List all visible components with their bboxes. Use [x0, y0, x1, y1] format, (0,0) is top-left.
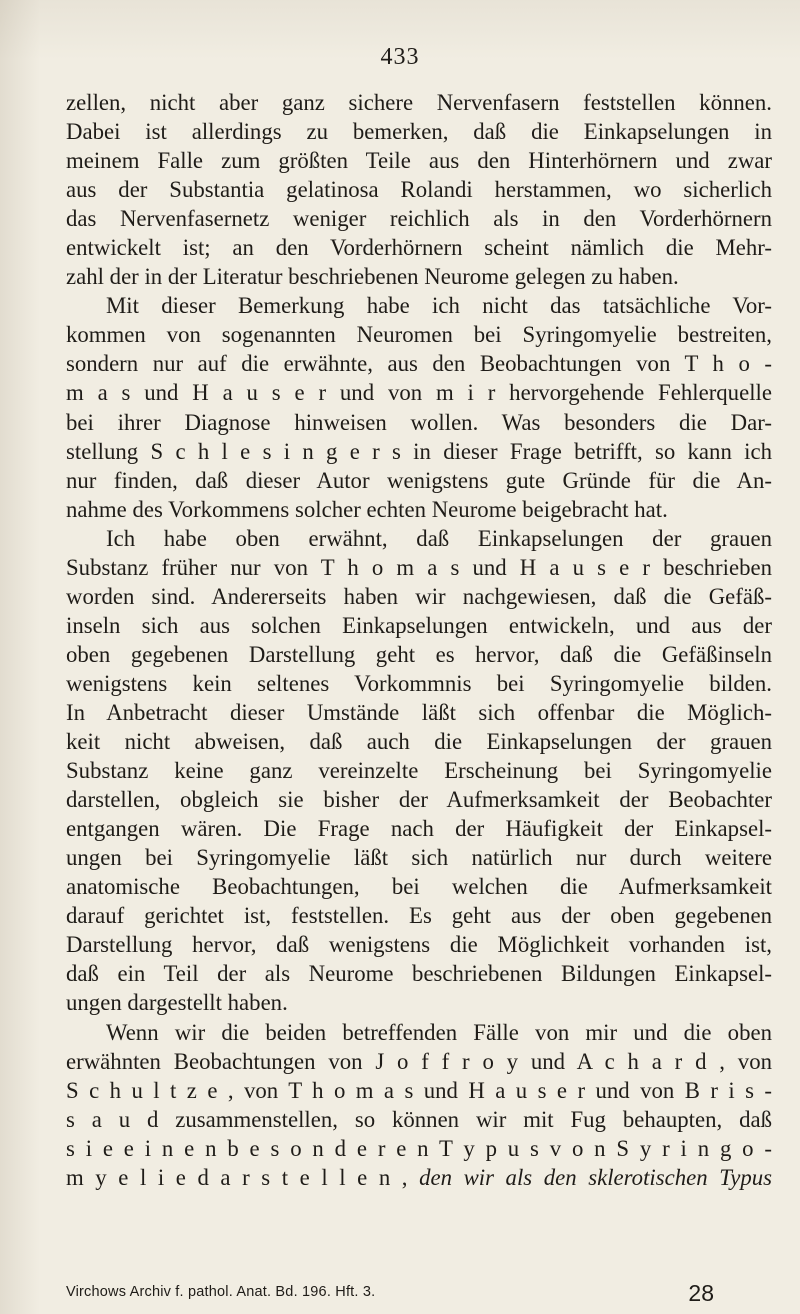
spaced-text: m y e l i e d a r s t e l l e n ,	[66, 1164, 408, 1190]
text-line: ungen bei Syringomyelie läßt sich natürlich nur durch weitere	[66, 845, 772, 871]
text-line: wenigstens kein seltenes Vorkommnis bei Syringomyelie bilden.	[66, 670, 772, 696]
text-line: nahme des Vorkommens solcher echten Neurome beigebracht hat.	[66, 496, 668, 522]
text-line: ungen dargestellt haben.	[66, 990, 288, 1016]
text-line: keit nicht abweisen, daß auch die Einkapselungen der grauen	[66, 729, 772, 755]
text-line: darstellen, obgleich sie bisher der Aufmerksamkeit der Beobachter	[66, 787, 772, 813]
paragraph-start-line: Mit dieser Bemerkung habe ich nicht das tatsächliche Vor-	[106, 293, 772, 319]
text-line: worden sind. Andererseits haben wir nachgewiesen, daß die Gefäß-	[66, 583, 772, 609]
text-line: s i e e i n e n b e s o n d e r e n T y p u s v o n S y r i n g o -	[66, 1135, 772, 1161]
text-line: anatomische Beobachtungen, bei welchen die Aufmerksamkeit	[66, 874, 772, 900]
paragraph-start-line: Ich habe oben erwähnt, daß Einkapselungen der grauen	[106, 525, 772, 551]
text-line: daß ein Teil der als Neurome beschriebenen Bildungen Einkapsel-	[66, 961, 772, 987]
text-line: erwähnten Beobachtungen von J o f f r o y und A c h a r d , von	[66, 1048, 772, 1074]
text-line: kommen von sogenannten Neuromen bei Syringomyelie bestreiten,	[66, 322, 772, 348]
text-line: zahl der in der Literatur beschriebenen Neurome gelegen zu haben.	[66, 264, 679, 290]
text-line: darauf gerichtet ist, feststellen. Es geht aus der oben gegebenen	[66, 903, 772, 929]
text-line: S c h u l t z e , von T h o m a s und H a u s e r und von B r i s -	[66, 1077, 772, 1103]
body-text	[66, 88, 772, 1192]
text-line: Darstellung hervor, daß wenigstens die Möglichkeit vorhanden ist,	[66, 932, 772, 958]
page-number: 433	[380, 44, 420, 70]
signature-mark: 28	[688, 1280, 714, 1306]
text-line: In Anbetracht dieser Umstände läßt sich offenbar die Möglich-	[66, 699, 772, 725]
text-line: nur finden, daß dieser Autor wenigstens gute Gründe für die An-	[66, 467, 772, 493]
text-line: meinem Falle zum größten Teile aus den Hinterhörnern und zwar	[66, 148, 772, 174]
text-line: oben gegebenen Darstellung geht es hervor, daß die Gefäßinseln	[66, 641, 772, 667]
text-line: m a s und H a u s e r und von m i r hervorgehende Fehlerquelle	[66, 380, 772, 406]
text-line: bei ihrer Diagnose hinweisen wollen. Was besonders die Dar-	[66, 409, 772, 435]
text-line: inseln sich aus solchen Einkapselungen entwickeln, und aus der	[66, 612, 772, 638]
text-line: entwickelt ist; an den Vorderhörnern scheint nämlich die Mehr-	[66, 235, 772, 261]
text-line: sondern nur auf die erwähnte, aus den Beobachtungen von T h o -	[66, 351, 772, 377]
text-line: zellen, nicht aber ganz sichere Nervenfasern feststellen können.	[66, 90, 772, 115]
journal-citation: Virchows Archiv f. pathol. Anat. Bd. 196. Hft. 3.	[66, 1284, 376, 1300]
text-line: aus der Substantia gelatinosa Rolandi herstammen, wo sicherlich	[66, 177, 772, 203]
text-line: Substanz früher nur von T h o m a s und H a u s e r beschrieben	[66, 554, 772, 580]
text-line: Substanz keine ganz vereinzelte Erscheinung bei Syringomyelie	[66, 758, 772, 784]
paragraph-start-line: Wenn wir die beiden betreffenden Fälle von mir und die oben	[106, 1019, 772, 1045]
page-footer	[66, 1282, 772, 1308]
text-line: entgangen wären. Die Frage nach der Häufigkeit der Einkapsel-	[66, 816, 772, 842]
text-line: stellung S c h l e s i n g e r s in dieser Frage betrifft, so kann ich	[66, 438, 772, 464]
text-line-with-italic	[66, 1163, 772, 1192]
text-line: das Nervenfasernetz weniger reichlich als in den Vorderhörnern	[66, 206, 772, 232]
text-line: Dabei ist allerdings zu bemerken, daß die Einkapselungen in	[66, 119, 772, 145]
italic-text: den wir als den sklerotischen Typus	[419, 1164, 772, 1190]
text-line: s a u d zusammenstellen, so können wir mit Fug behaupten, daß	[66, 1106, 772, 1132]
